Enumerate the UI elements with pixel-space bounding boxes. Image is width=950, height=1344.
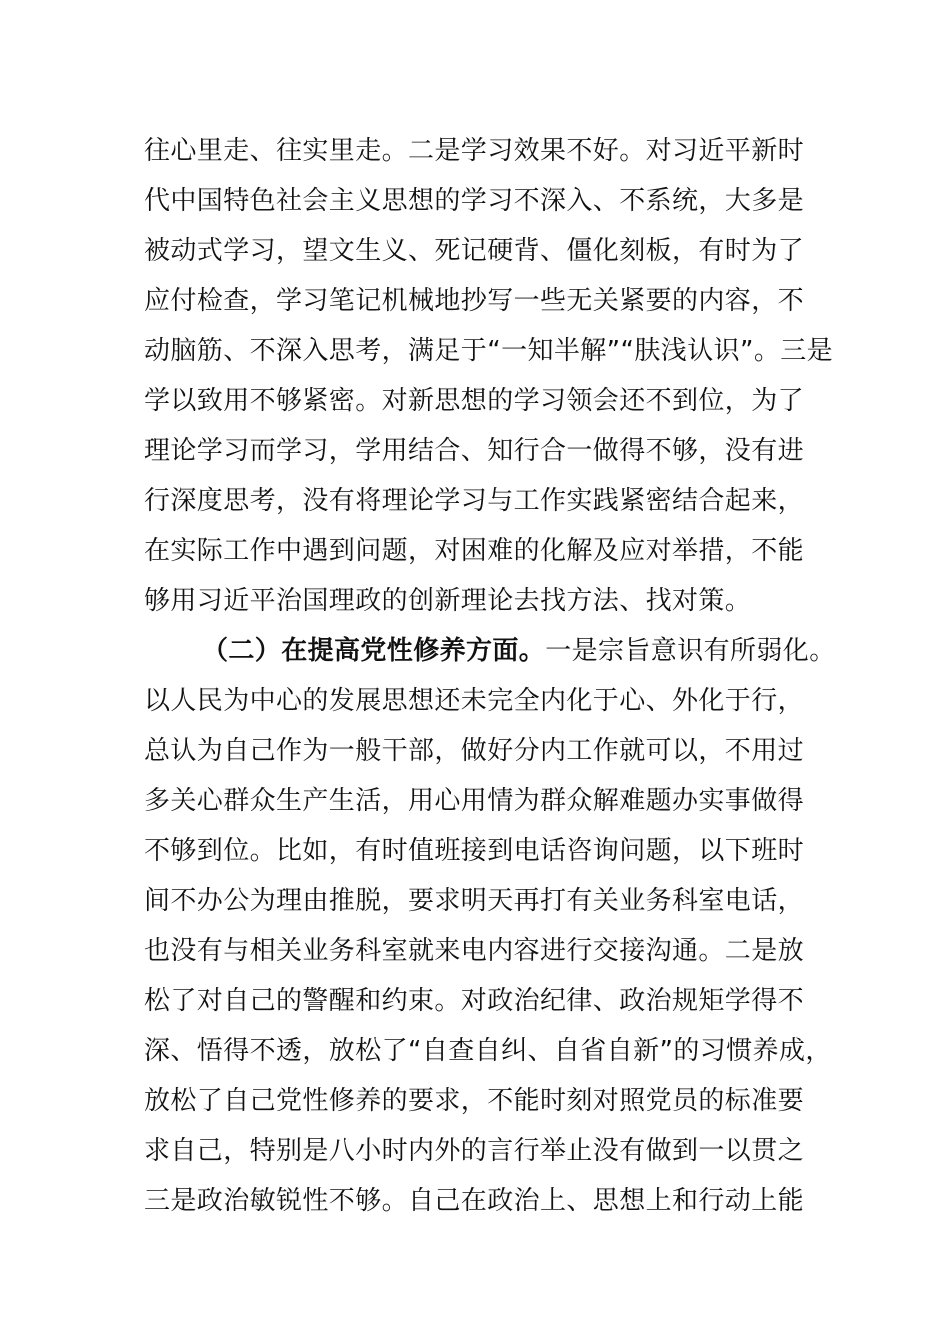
text-line: 动脑筋、不深入思考，满足于“一知半解”“肤浅认识”。三是 [144,336,834,366]
section-heading-line [144,626,844,676]
text-line: 够用习近平治国理政的创新理论去找方法、找对策。 [144,586,752,616]
text-line: 三是政治敏锐性不够。自己在政治上、思想上和行动上能 [144,1186,805,1216]
text-line: 在实际工作中遇到问题，对困难的化解及应对举措，不能 [144,536,805,566]
text-line: 不够到位。比如，有时值班接到电话咨询问题，以下班时 [144,836,805,866]
text-line: 也没有与相关业务科室就来电内容进行交接沟通。二是放 [144,936,805,966]
section-heading-text: 一是宗旨意识有所弱化。 [545,636,836,666]
text-line: 间不办公为理由推脱，要求明天再打有关业务科室电话， [144,886,805,916]
text-line: 深、悟得不透，放松了“自查自纠、自省自新”的习惯养成， [144,1036,832,1066]
text-line: 松了对自己的警醒和约束。对政治纪律、政治规矩学得不 [144,986,805,1016]
text-line: 代中国特色社会主义思想的学习不深入、不系统，大多是 [144,186,805,216]
text-line: 被动式学习，望文生义、死记硬背、僵化刻板，有时为了 [144,236,805,266]
text-line: 多关心群众生产生活，用心用情为群众解难题办实事做得 [144,786,805,816]
text-line: 理论学习而学习，学用结合、知行合一做得不够，没有进 [144,436,805,466]
text-line: 以人民为中心的发展思想还未完全内化于心、外化于行， [144,686,805,716]
text-line: 应付检查，学习笔记机械地抄写一些无关紧要的内容，不 [144,286,805,316]
text-line: 行深度思考，没有将理论学习与工作实践紧密结合起来， [144,486,805,516]
text-line: 放松了自己党性修养的要求，不能时刻对照党员的标准要 [144,1086,805,1116]
text-line: 求自己，特别是八小时内外的言行举止没有做到一以贯之 [144,1136,805,1166]
text-line: 往心里走、往实里走。二是学习效果不好。对习近平新时 [144,136,805,166]
section-heading: （二）在提高党性修养方面。 [202,636,546,666]
text-line: 总认为自己作为一般干部，做好分内工作就可以，不用过 [144,736,805,766]
text-line: 学以致用不够紧密。对新思想的学习领会还不到位，为了 [144,386,805,416]
document-body [144,126,844,1226]
